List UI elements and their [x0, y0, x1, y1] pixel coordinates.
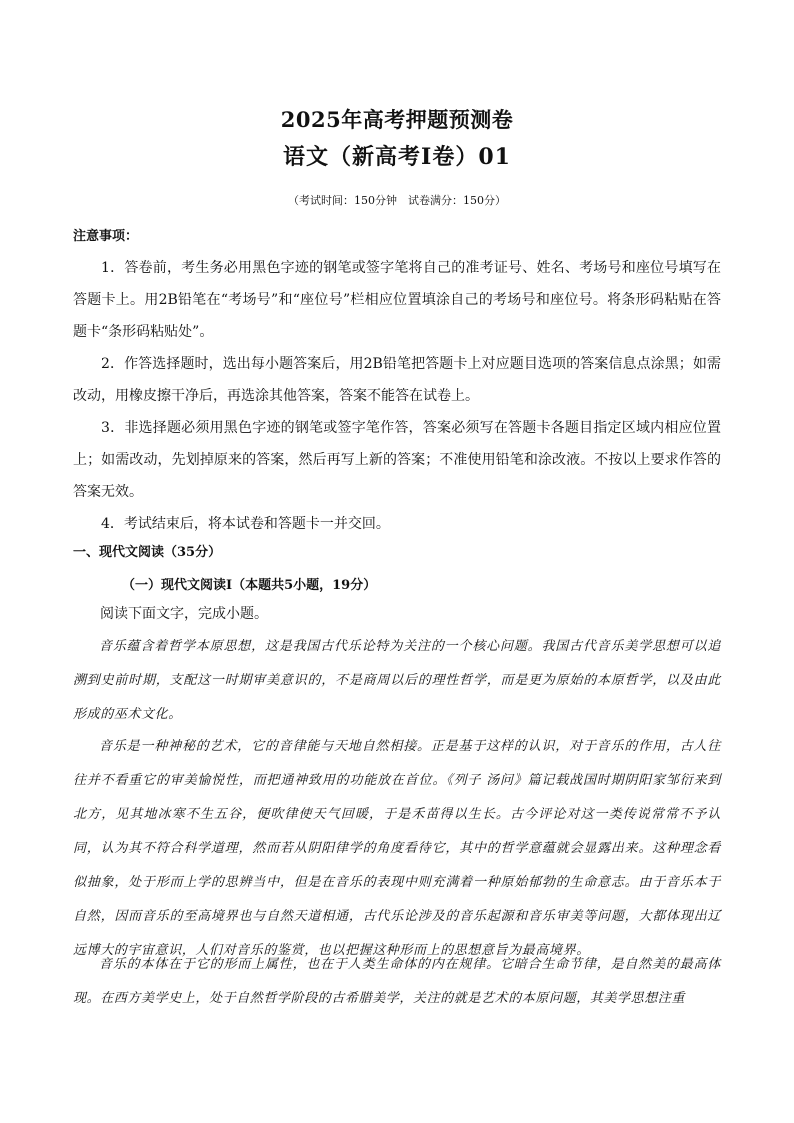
notice-item: 4．考试结束后，将本试卷和答题卡一并交回。 — [101, 516, 390, 532]
reading-instruction: 阅读下面文字，完成小题。 — [100, 606, 268, 622]
subsection-heading: （一）现代文阅读Ⅰ（本题共5小题，19分） — [122, 578, 377, 593]
passage-paragraph: 音乐的本体在于它的形而上属性，也在于人类生命体的内在规律。它暗合生命节律，是自然美的最高体现。在西方美学史上，处于自然哲学阶段的古希腊美学，关注的就是艺术的本原问题，其美学思想注重 — [73, 957, 721, 1006]
passage-paragraph: 音乐是一种神秘的艺术，它的音律能与天地自然相接。正是基于这样的认识，对于音乐的作用，古人往往并不看重它的审美愉悦性，而把通神致用的功能放在首位。《列子 汤问》篇记载战国时期阴阳家邹衍来到北方，见其地冰寒不生五谷，便吹律使天气回暖，于是禾苗得以生长。古今评论对这一类传说常常不予认同，认为其不符合科学道理，然而若从阴阳律学的角度看待它，其中的哲学意蕴就会显露出来。这种理念看似抽象，处于形而上学的思辨当中，但是在音乐的表现中则充满着一种原始郁勃的生命意志。由于音乐本于自然，因而音乐的至高境界也与自然天道相通，古代乐论涉及的音乐起源和音乐审美等问题，大都体现出辽远博大的宇宙意识，人们对音乐的鉴赏，也以把握这种形而上的思想意旨为最高境界。 — [73, 739, 721, 958]
exam-title: 2025年高考押题预测卷 — [280, 107, 514, 132]
notice-item: 3．非选择题必须用黑色字迹的钢笔或签字笔作答，答案必须写在答题卡各题目指定区域内相应位置上；如需改动，先划掉原来的答案，然后再写上新的答案；不准使用铅笔和涂改液。不按以上要求作答的答案无效。 — [73, 420, 721, 500]
notice-heading: 注意事项： — [73, 229, 139, 244]
exam-subject-title: 语文（新高考Ⅰ卷）01 — [283, 144, 511, 170]
exam-info: （考试时间：150分钟 试卷满分：150分） — [288, 194, 506, 207]
section-heading: 一、现代文阅读（35分） — [73, 545, 222, 560]
passage-paragraph: 音乐蕴含着哲学本原思想，这是我国古代乐论特为关注的一个核心问题。我国古代音乐美学思想可以追溯到史前时期，支配这一时期审美意识的，不是商周以后的理性哲学，而是更为原始的本原哲学，以及由此形成的巫术文化。 — [73, 639, 721, 722]
notice-item: 1．答卷前，考生务必用黑色字迹的钢笔或签字笔将自己的准考证号、姓名、考场号和座位号填写在答题卡上。用2B铅笔在“考场号”和“座位号”栏相应位置填涂自己的考场号和座位号。将条形码粘贴在答题卡“条形码粘贴处”。 — [73, 260, 721, 340]
notice-item: 2．作答选择题时，选出每小题答案后，用2B铅笔把答题卡上对应题目选项的答案信息点涂黑；如需改动，用橡皮擦干净后，再选涂其他答案，答案不能答在试卷上。 — [73, 356, 721, 404]
